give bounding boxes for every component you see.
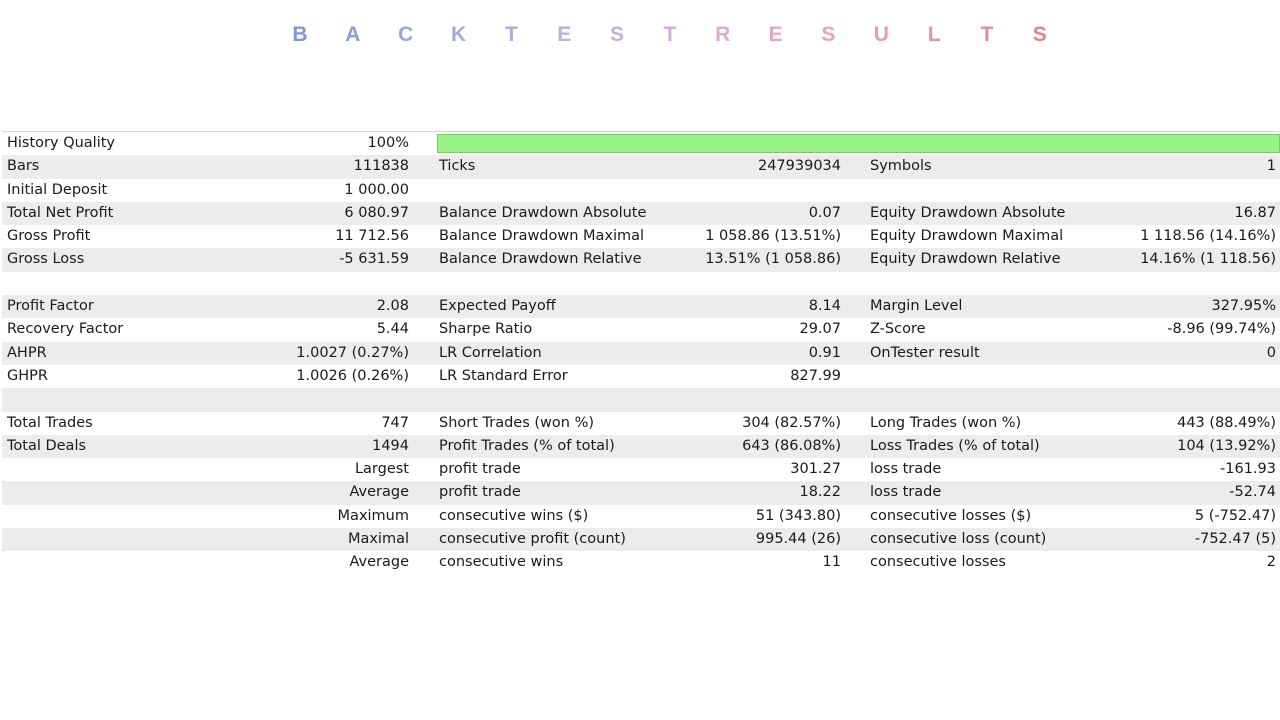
metric-label	[870, 272, 1100, 295]
table-row-history-quality	[2, 132, 1280, 155]
metric-label: Total Net Profit	[7, 204, 114, 221]
metric-label: Short Trades (won %)	[439, 414, 595, 431]
metric-label: Equity Drawdown Relative	[870, 251, 1061, 268]
metric-label: Balance Drawdown Maximal	[439, 228, 645, 245]
table-row	[2, 388, 1280, 411]
table-row	[2, 365, 1280, 388]
metric-value: 51 (343.80)	[755, 507, 841, 524]
metric-label: Bars	[7, 158, 40, 175]
table-row	[2, 225, 1280, 248]
metric-label: Loss Trades (% of total)	[870, 437, 1040, 454]
metric-value: 301.27	[790, 461, 841, 478]
metric-label: consecutive loss (count)	[870, 531, 1047, 548]
metric-value: 0.91	[808, 344, 841, 361]
metric-label	[7, 551, 247, 574]
metric-value: 6 080.97	[344, 204, 409, 221]
table-row	[2, 412, 1280, 435]
metric-label	[870, 365, 1100, 388]
metric-value: 247939034	[757, 158, 841, 175]
title-letter: S	[821, 23, 836, 46]
metric-value	[702, 179, 841, 202]
metric-value: 11	[822, 554, 841, 571]
metric-label	[7, 481, 247, 504]
title-letter: T	[663, 23, 677, 46]
history-quality-value: 100%	[367, 135, 409, 151]
metric-label: Total Deals	[7, 437, 87, 454]
metric-label: profit trade	[439, 484, 521, 501]
metric-label: Total Trades	[7, 414, 93, 431]
title-letter: R	[715, 23, 731, 46]
table-row	[2, 318, 1280, 341]
metric-value	[1102, 388, 1276, 411]
metric-value: 1.0026 (0.26%)	[296, 367, 409, 384]
metric-value: 16.87	[1234, 204, 1276, 221]
metric-value: 29.07	[799, 321, 841, 338]
metric-label: consecutive losses ($)	[870, 507, 1032, 524]
metric-label: Expected Payoff	[439, 298, 556, 315]
metric-label	[7, 505, 247, 528]
title-letter: B	[292, 23, 308, 46]
metric-label: Symbols	[870, 158, 932, 175]
metric-label: profit trade	[439, 461, 521, 478]
metric-value: Average	[349, 554, 409, 571]
metric-label	[7, 272, 247, 295]
metric-label: consecutive wins	[439, 554, 564, 571]
metric-value: 104 (13.92%)	[1177, 437, 1276, 454]
metric-value: 14.16% (1 118.56)	[1140, 251, 1276, 268]
table-row	[2, 505, 1280, 528]
metric-label: Profit Trades (% of total)	[439, 437, 615, 454]
metric-value	[252, 388, 409, 411]
metric-value: 1 000.00	[344, 181, 409, 198]
metric-label: Z-Score	[870, 321, 926, 338]
metric-label: GHPR	[7, 367, 48, 384]
table-row	[2, 435, 1280, 458]
metric-label: Margin Level	[870, 298, 963, 315]
metric-label: consecutive profit (count)	[439, 531, 626, 548]
title-letter: C	[398, 23, 414, 46]
metric-label: Balance Drawdown Relative	[439, 251, 642, 268]
history-quality-bar	[437, 134, 1280, 153]
metric-value: 111838	[353, 158, 409, 175]
metric-label: Equity Drawdown Absolute	[870, 204, 1066, 221]
metric-label: Initial Deposit	[7, 181, 108, 198]
table-row	[2, 458, 1280, 481]
metric-label: consecutive wins ($)	[439, 507, 589, 524]
metric-label	[7, 388, 247, 411]
metric-value: Largest	[354, 461, 409, 478]
metric-label: Gross Profit	[7, 228, 91, 245]
metric-value: 443 (88.49%)	[1177, 414, 1276, 431]
table-row	[2, 272, 1280, 295]
metric-value: Maximal	[347, 531, 409, 548]
metric-value	[1102, 365, 1276, 388]
metric-value: -8.96 (99.74%)	[1167, 321, 1276, 338]
metric-value: 5 (-752.47)	[1194, 507, 1276, 524]
table-row	[2, 248, 1280, 271]
metric-value: 1	[1266, 158, 1276, 175]
metric-label: Gross Loss	[7, 251, 85, 268]
title-letter: L	[927, 23, 941, 46]
metric-value: 8.14	[808, 298, 841, 315]
metric-value: 327.95%	[1211, 298, 1276, 315]
metric-value: 747	[381, 414, 409, 431]
table-row	[2, 551, 1280, 574]
title-letter: S	[1032, 23, 1047, 46]
metric-value	[702, 272, 841, 295]
title-letter: U	[873, 23, 889, 46]
page-title	[280, 20, 1060, 50]
table-row	[2, 481, 1280, 504]
metric-value: -5 631.59	[339, 251, 409, 268]
metric-value: -752.47 (5)	[1194, 531, 1276, 548]
metric-label: Ticks	[439, 158, 476, 175]
metric-label	[7, 528, 247, 551]
history-quality-label: History Quality	[7, 135, 116, 151]
metric-label	[439, 388, 719, 411]
backtest-report-table	[2, 131, 1280, 575]
metric-label	[439, 179, 719, 202]
metric-label: loss trade	[870, 484, 942, 501]
metric-label: Sharpe Ratio	[439, 321, 533, 338]
table-row	[2, 202, 1280, 225]
metric-value: 827.99	[790, 367, 841, 384]
title-letter: E	[557, 23, 572, 46]
metric-label: AHPR	[7, 344, 47, 361]
metric-value	[1102, 272, 1276, 295]
metric-value: 995.44 (26)	[755, 531, 841, 548]
metric-value: 2	[1266, 554, 1276, 571]
metric-label: Profit Factor	[7, 298, 94, 315]
metric-value	[252, 272, 409, 295]
metric-value: 11 712.56	[335, 228, 409, 245]
metric-label	[870, 179, 1100, 202]
metric-value: 13.51% (1 058.86)	[705, 251, 841, 268]
metric-label: Balance Drawdown Absolute	[439, 204, 647, 221]
metric-value: 304 (82.57%)	[742, 414, 841, 431]
metric-value: 0.07	[808, 204, 841, 221]
metric-label: loss trade	[870, 461, 942, 478]
metric-value: -161.93	[1220, 461, 1276, 478]
metric-value: 1494	[372, 437, 409, 454]
title-letter: K	[450, 23, 467, 46]
metric-value	[1102, 179, 1276, 202]
metric-label	[439, 272, 719, 295]
title-letter: S	[610, 23, 625, 46]
metric-label: LR Standard Error	[439, 367, 568, 384]
title-letter: T	[504, 23, 518, 46]
metric-label	[7, 458, 247, 481]
table-row	[2, 342, 1280, 365]
table-row	[2, 179, 1280, 202]
metric-label: Recovery Factor	[7, 321, 124, 338]
metric-label	[870, 388, 1100, 411]
metric-label: OnTester result	[870, 344, 980, 361]
metric-label: consecutive losses	[870, 554, 1006, 571]
metric-value: 18.22	[799, 484, 841, 501]
metric-value: 5.44	[376, 321, 409, 338]
metric-label: Equity Drawdown Maximal	[870, 228, 1064, 245]
table-row	[2, 528, 1280, 551]
metric-label: Long Trades (won %)	[870, 414, 1022, 431]
title-letter: A	[345, 23, 361, 46]
metric-value: 643 (86.08%)	[742, 437, 841, 454]
metric-value: 1 058.86 (13.51%)	[705, 228, 841, 245]
table-row	[2, 155, 1280, 178]
metric-value: 2.08	[376, 298, 409, 315]
metric-value: 0	[1266, 344, 1276, 361]
table-row	[2, 295, 1280, 318]
title-letter: T	[980, 23, 994, 46]
metric-value: 1.0027 (0.27%)	[296, 344, 409, 361]
title-letter: E	[768, 23, 783, 46]
metric-value: 1 118.56 (14.16%)	[1140, 228, 1276, 245]
metric-label: LR Correlation	[439, 344, 542, 361]
metric-value: Maximum	[337, 507, 409, 524]
metric-value: Average	[349, 484, 409, 501]
metric-value	[702, 388, 841, 411]
metric-value: -52.74	[1229, 484, 1276, 501]
